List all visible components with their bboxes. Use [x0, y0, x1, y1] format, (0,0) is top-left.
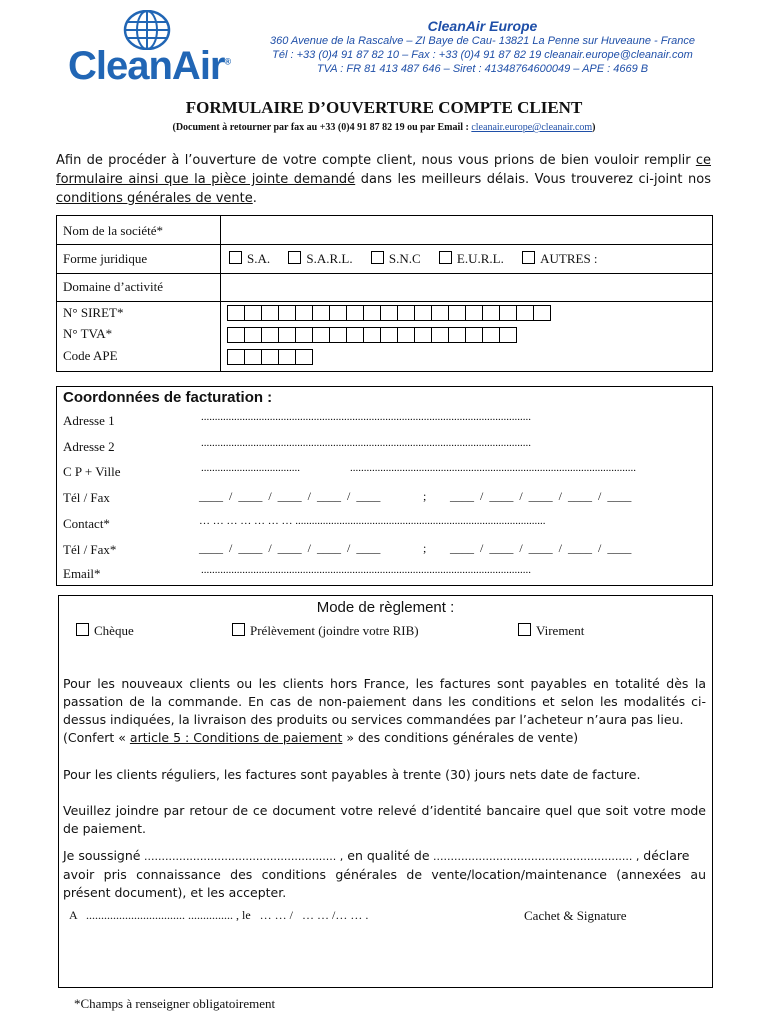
checkbox-icon[interactable]	[76, 623, 89, 636]
intro-text-2: dans les meilleurs délais. Vous trouverez ci-joint nos	[355, 172, 711, 187]
rib-request: Veuillez joindre par retour de ce document votre relevé d’identité bancaire quel que soit votre mode de paiement.	[63, 803, 706, 836]
declaration-text: avoir pris connaissance des conditions générales de vente/location/maintenance (annexées au présent document), et les accepter.	[63, 867, 706, 900]
declarant-role-field[interactable]: ......................................................... ,	[429, 850, 640, 863]
company-info	[250, 18, 715, 76]
payment-section	[58, 595, 713, 988]
intro-text-1: Afin de procéder à l’ouverture de votre compte client, nous vous prions de bien vouloir remplir	[56, 153, 696, 168]
phone-required-separator: ;	[423, 541, 427, 555]
subtitle-text: (Document à retourner par fax au +33 (0)4 91 87 82 19 ou par Email :	[172, 122, 472, 133]
phone-field[interactable]: ____ / ____ / ____ / ____ / ____	[199, 489, 381, 503]
postcode-field[interactable]: ....................................	[201, 462, 300, 474]
contact-field[interactable]: … … … … … … … ...........................................................................................	[199, 515, 546, 527]
declaration-declare: déclare	[639, 848, 690, 863]
tva-cells[interactable]	[227, 327, 516, 343]
cp-city-label: C P + Ville	[63, 464, 121, 479]
company-table	[56, 215, 713, 372]
declaration	[63, 847, 706, 902]
payment-terms-ref-prefix: (Confert «	[63, 730, 130, 745]
payment-transfer-label: Virement	[536, 623, 585, 638]
legal-form-sarl[interactable]	[288, 251, 352, 266]
company-legal: TVA : FR 81 413 487 646 – Siret : 41348764600049 – APE : 4669 B	[316, 63, 649, 75]
legal-form-other-label: AUTRES :	[540, 251, 598, 266]
checkbox-icon[interactable]	[232, 623, 245, 636]
phone-fax-required-label: Tél / Fax*	[63, 542, 117, 557]
legal-form-snc[interactable]	[371, 251, 421, 266]
siret-label: N° SIRET*	[63, 305, 124, 320]
company-name-label: Nom de la société*	[63, 223, 163, 238]
payment-terms-new-text: Pour les nouveaux clients ou les clients hors France, les factures sont payables en totalité dès la passation de la commande. En cas de non-paiement dans les conditions et selon les modalités ci-dessus indiquées, la livraison des produits ou services commandées par l’acheteur n’aura pas lieu.	[63, 676, 706, 727]
subtitle-end: )	[592, 122, 596, 133]
logo-text: CleanAir	[68, 44, 225, 88]
intro-link-cgv[interactable]: conditions générales de vente	[56, 191, 253, 206]
form-title: FORMULAIRE D’OUVERTURE COMPTE CLIENT	[185, 98, 583, 117]
phone-separator: ;	[423, 489, 427, 503]
checkbox-icon[interactable]	[371, 251, 384, 264]
form-subtitle	[0, 122, 768, 133]
company-name-field[interactable]	[223, 218, 709, 242]
company-contact: Tél : +33 (0)4 91 87 82 10 – Fax : +33 (0)4 91 87 82 19 cleanair.europe@cleanair.com	[272, 49, 693, 61]
declaration-quality: en qualité de	[343, 848, 430, 863]
payment-cheque-label: Chèque	[94, 623, 134, 638]
payment-cheque[interactable]	[76, 623, 134, 639]
company-address: 360 Avenue de la Rascalve – ZI Baye de Cau- 13821 La Penne sur Huveaune - France	[270, 35, 695, 47]
address2-field[interactable]: ........................................................................................................................	[201, 437, 531, 449]
intro-text-3: .	[252, 191, 257, 206]
legal-form-sarl-label: S.A.R.L.	[306, 251, 353, 266]
intro-link-form[interactable]: ce formulaire ainsi que la pièce jointe demandé	[56, 153, 711, 187]
legal-form-label: Forme juridique	[63, 251, 148, 266]
legal-form-sa-label: S.A.	[247, 251, 271, 266]
address1-field[interactable]: ........................................................................................................................	[201, 411, 531, 423]
article5-link[interactable]: article 5 : Conditions de paiement	[129, 730, 343, 745]
business-domain-label: Domaine d’activité	[63, 279, 163, 294]
billing-section	[56, 386, 713, 586]
fax-required-field[interactable]: ____ / ____ / ____ / ____ / ____	[450, 541, 632, 555]
signature-label: Cachet & Signature	[524, 908, 627, 923]
email-field[interactable]: ........................................................................................................................	[201, 564, 531, 576]
ape-cells[interactable]	[227, 349, 312, 365]
legal-form-options	[229, 251, 598, 267]
email-label: Email*	[63, 566, 101, 581]
payment-direct-debit[interactable]	[232, 623, 419, 639]
city-field[interactable]: ........................................................................................................	[350, 462, 636, 474]
legal-form-sa[interactable]	[229, 251, 270, 266]
company-name: CleanAir Europe	[427, 18, 538, 34]
checkbox-icon[interactable]	[288, 251, 301, 264]
payment-terms-ref-suffix: » des conditions générales de vente)	[342, 730, 579, 745]
fax-field[interactable]: ____ / ____ / ____ / ____ / ____	[450, 489, 632, 503]
payment-transfer[interactable]	[518, 623, 584, 639]
phone-fax-label: Tél / Fax	[63, 490, 110, 505]
legal-form-other[interactable]	[522, 251, 597, 266]
payment-terms-new	[63, 675, 706, 747]
checkbox-icon[interactable]	[522, 251, 535, 264]
checkbox-icon[interactable]	[439, 251, 452, 264]
address2-label: Adresse 2	[63, 439, 115, 454]
tva-label: N° TVA*	[63, 326, 113, 341]
legal-form-eurl-label: E.U.R.L.	[456, 251, 504, 266]
required-footnote: *Champs à renseigner obligatoirement	[74, 996, 276, 1011]
email-link[interactable]: cleanair.europe@cleanair.com	[471, 122, 593, 133]
siret-cells[interactable]	[227, 305, 550, 321]
checkbox-icon[interactable]	[518, 623, 531, 636]
address1-label: Adresse 1	[63, 413, 115, 428]
ape-label: Code APE	[63, 348, 118, 363]
payment-title: Mode de règlement :	[316, 599, 455, 616]
declarant-name-field[interactable]: ....................................................... ,	[140, 850, 344, 863]
intro-paragraph	[56, 151, 711, 208]
business-domain-field[interactable]	[223, 275, 709, 299]
contact-label: Contact*	[63, 516, 110, 531]
payment-terms-regular: Pour les clients réguliers, les factures sont payables à trente (30) jours nets date de facture.	[63, 767, 641, 782]
registered-mark: ®	[224, 56, 231, 67]
billing-title: Coordonnées de facturation :	[63, 389, 273, 406]
logo	[66, 10, 231, 88]
place-date-field[interactable]: A ................................. ............... , le … … / … … /… … .	[69, 908, 369, 922]
legal-form-eurl[interactable]	[439, 251, 504, 266]
declaration-prefix: Je soussigné	[63, 848, 141, 863]
checkbox-icon[interactable]	[229, 251, 242, 264]
payment-direct-debit-label: Prélèvement (joindre votre RIB)	[250, 623, 419, 638]
phone-required-field[interactable]: ____ / ____ / ____ / ____ / ____	[199, 541, 381, 555]
legal-form-snc-label: S.N.C	[388, 251, 421, 266]
